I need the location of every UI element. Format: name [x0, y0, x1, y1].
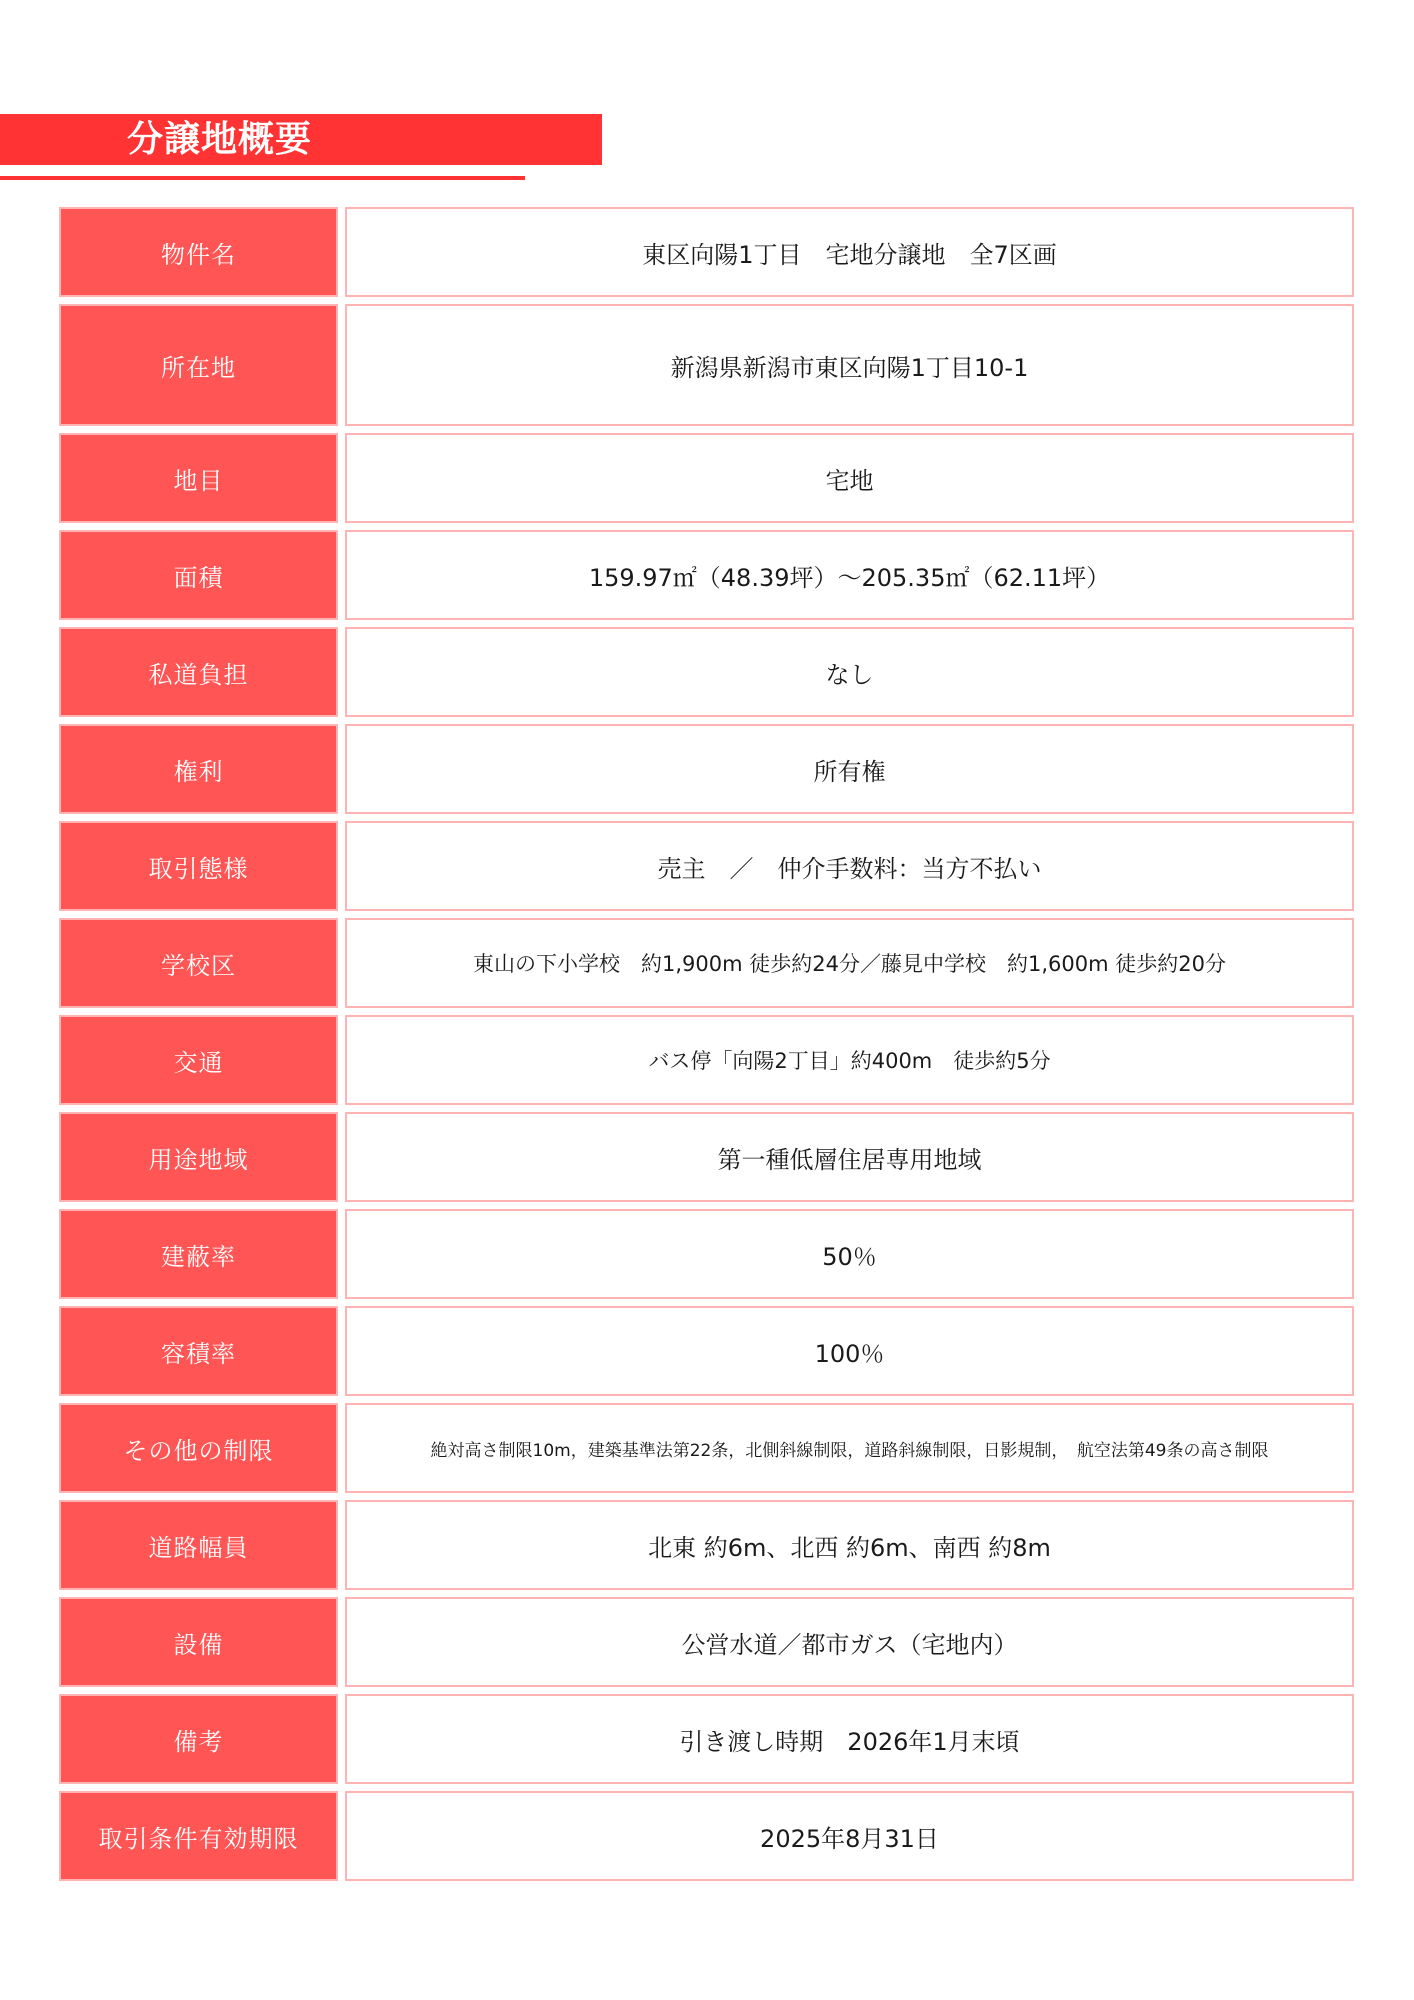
header-underline — [0, 176, 525, 180]
table-row-valid-until — [59, 1791, 1354, 1881]
row-value: 売主 ／ 仲介手数料：当方不払い — [657, 854, 1042, 883]
value-cell — [345, 627, 1354, 717]
row-label: 設備 — [173, 1630, 224, 1659]
label-cell — [59, 821, 338, 911]
label-cell — [59, 304, 338, 426]
row-label: 取引態様 — [148, 854, 249, 883]
table-row-other-restrictions — [59, 1403, 1354, 1493]
value-cell — [345, 724, 1354, 814]
row-value: 2025年8月31日 — [760, 1824, 939, 1853]
label-cell — [59, 433, 338, 523]
table-row-facilities — [59, 1597, 1354, 1687]
row-value: 東山の下小学校 約1,900m 徒歩約24分／藤見中学校 約1,600m 徒歩約20分 — [473, 952, 1226, 976]
row-value: 第一種低層住居専用地域 — [717, 1145, 982, 1174]
row-value: 東区向陽1丁目 宅地分譲地 全7区画 — [642, 240, 1057, 269]
label-cell — [59, 1209, 338, 1299]
value-cell — [345, 918, 1354, 1008]
value-cell — [345, 1403, 1354, 1493]
label-cell — [59, 918, 338, 1008]
row-value: 北東 約6m、北西 約6m、南西 約8m — [648, 1533, 1051, 1562]
label-cell — [59, 1791, 338, 1881]
value-cell — [345, 433, 1354, 523]
table-row-road-width — [59, 1500, 1354, 1590]
value-cell — [345, 1694, 1354, 1784]
value-cell — [345, 1597, 1354, 1687]
value-cell — [345, 207, 1354, 297]
page-title: 分譲地概要 — [127, 119, 313, 160]
row-label: 地目 — [173, 466, 224, 495]
row-value: 所有権 — [813, 757, 886, 786]
row-value: バス停「向陽2丁目」約400m 徒歩約5分 — [648, 1049, 1051, 1073]
row-label: その他の制限 — [123, 1436, 274, 1465]
row-label: 学校区 — [161, 951, 236, 980]
row-value: 宅地 — [825, 466, 874, 495]
label-cell — [59, 1597, 338, 1687]
table-row-rights — [59, 724, 1354, 814]
row-value: 新潟県新潟市東区向陽1丁目10-1 — [670, 353, 1029, 382]
row-label: 用途地域 — [148, 1145, 249, 1174]
row-label: 取引条件有効期限 — [98, 1824, 299, 1853]
table-row-notes — [59, 1694, 1354, 1784]
row-label: 備考 — [173, 1727, 224, 1756]
row-label: 権利 — [173, 757, 224, 786]
label-cell — [59, 1015, 338, 1105]
row-label: 物件名 — [161, 240, 236, 269]
value-cell — [345, 530, 1354, 620]
row-value: 100％ — [814, 1339, 885, 1368]
value-cell — [345, 1015, 1354, 1105]
table-row-location — [59, 304, 1354, 426]
label-cell — [59, 207, 338, 297]
row-value: なし — [825, 660, 874, 689]
table-row-transport — [59, 1015, 1354, 1105]
value-cell — [345, 1306, 1354, 1396]
table-row-zoning — [59, 1112, 1354, 1202]
value-cell — [345, 1791, 1354, 1881]
row-value: 公営水道／都市ガス（宅地内） — [681, 1630, 1018, 1659]
table-row-area — [59, 530, 1354, 620]
value-cell — [345, 304, 1354, 426]
row-label: 道路幅員 — [148, 1533, 249, 1562]
row-label: 所在地 — [161, 353, 236, 382]
row-value: 50％ — [822, 1242, 877, 1271]
label-cell — [59, 627, 338, 717]
row-label: 私道負担 — [148, 660, 249, 689]
row-value: 絶対高さ制限10m，建築基準法第22条，北側斜線制限，道路斜線制限，日影規制， 航空法第49条の高さ制限 — [430, 1440, 1269, 1461]
value-cell — [345, 1112, 1354, 1202]
label-cell — [59, 1112, 338, 1202]
row-label: 面積 — [173, 563, 224, 592]
table-row-private-road — [59, 627, 1354, 717]
row-value: 159.97㎡（48.39坪）～205.35㎡（62.11坪） — [588, 563, 1111, 592]
row-label: 建蔽率 — [161, 1242, 236, 1271]
row-label: 容積率 — [161, 1339, 236, 1368]
row-value: 引き渡し時期 2026年1月末頃 — [679, 1727, 1020, 1756]
label-cell — [59, 724, 338, 814]
table-row-transaction-type — [59, 821, 1354, 911]
value-cell — [345, 821, 1354, 911]
row-label: 交通 — [173, 1048, 224, 1077]
table-row-floor-area-ratio — [59, 1306, 1354, 1396]
table-row-land-category — [59, 433, 1354, 523]
label-cell — [59, 1403, 338, 1493]
table-row-school-district — [59, 918, 1354, 1008]
value-cell — [345, 1500, 1354, 1590]
value-cell — [345, 1209, 1354, 1299]
table-row-property-name — [59, 207, 1354, 297]
label-cell — [59, 1306, 338, 1396]
label-cell — [59, 530, 338, 620]
table-row-building-coverage — [59, 1209, 1354, 1299]
label-cell — [59, 1500, 338, 1590]
label-cell — [59, 1694, 338, 1784]
